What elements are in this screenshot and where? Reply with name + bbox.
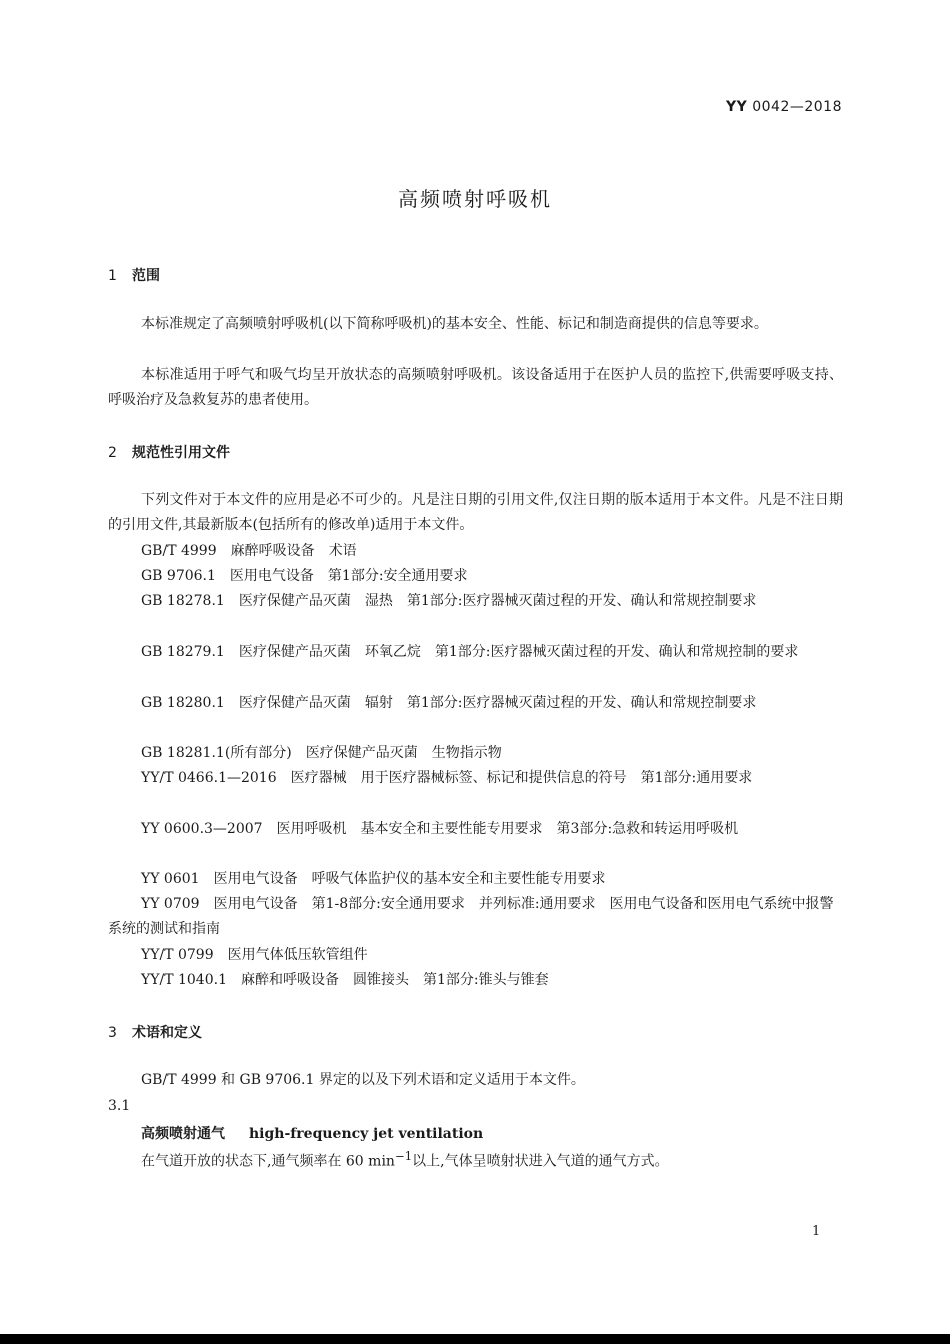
scope-paragraph-1: 本标准规定了高频喷射呼吸机(以下简称呼吸机)的基本安全、性能、标记和制造商提供的信息等要求。 <box>141 316 768 332</box>
page-number: 1 <box>812 1224 821 1239</box>
reference-item: GB 18278.1 医疗保健产品灭菌 湿热 第1部分:医疗器械灭菌过程的开发、确认和常规控制要求 <box>141 593 757 609</box>
scope-paragraph-2: 本标准适用于呼气和吸气均呈开放状态的高频喷射呼吸机。该设备适用于在医护人员的监控下,供需要呼吸支持、呼吸治疗及急救复苏的患者使用。 <box>108 367 843 409</box>
section-heading-3: 3 术语和定义 <box>108 1025 202 1041</box>
reference-item: YY 0601 医用电气设备 呼吸气体监护仪的基本安全和主要性能专用要求 <box>141 871 606 887</box>
document-title: 高频喷射呼吸机 <box>398 187 552 211</box>
term-definition: 在气道开放的状态下,通气频率在 60 $\min^{-1}$以上,气体呈喷射状进入气道的通气方式。 <box>141 1149 669 1170</box>
reference-item: GB 18280.1 医疗保健产品灭菌 辐射 第1部分:医疗器械灭菌过程的开发、确认和常规控制要求 <box>141 695 757 711</box>
reference-item: YY/T 0799 医用气体低压软管组件 <box>141 947 368 963</box>
reference-item: GB 9706.1 医用电气设备 第1部分:安全通用要求 <box>141 568 468 584</box>
reference-item: GB 18281.1(所有部分) 医疗保健产品灭菌 生物指示物 <box>141 745 502 761</box>
reference-item: GB/T 4999 麻醉呼吸设备 术语 <box>141 543 357 559</box>
term-english: high-frequency jet ventilation <box>249 1126 484 1142</box>
reference-item: YY 0709 医用电气设备 第1-8部分:安全通用要求 并列标准:通用要求 医用电气设备和医用电气系统中报警系统的测试和指南 <box>108 896 834 938</box>
term-heading <box>141 1123 483 1143</box>
reference-item: YY 0600.3—2007 医用呼吸机 基本安全和主要性能专用要求 第3部分:急救和转运用呼吸机 <box>141 821 739 837</box>
section-heading-1: 1 范围 <box>108 268 160 284</box>
term-chinese: 高频喷射通气 <box>141 1126 225 1142</box>
references-intro: 下列文件对于本文件的应用是必不可少的。凡是注日期的引用文件,仅注日期的版本适用于本文件。凡是不注日期的引用文件,其最新版本(包括所有的修改单)适用于本文件。 <box>108 492 843 534</box>
standard-prefix: YY <box>726 99 748 115</box>
reference-item: YY/T 1040.1 麻醉和呼吸设备 圆锥接头 第1部分:锥头与锥套 <box>141 972 549 988</box>
terms-intro: GB/T 4999 和 GB 9706.1 界定的以及下列术语和定义适用于本文件。 <box>141 1072 585 1088</box>
standard-number: 0042—2018 <box>752 99 842 115</box>
clause-number: 3.1 <box>108 1098 131 1114</box>
reference-item: YY/T 0466.1—2016 医疗器械 用于医疗器械标签、标记和提供信息的符号 第1部分:通用要求 <box>141 770 753 786</box>
section-heading-2: 2 规范性引用文件 <box>108 445 230 461</box>
reference-item: GB 18279.1 医疗保健产品灭菌 环氧乙烷 第1部分:医疗器械灭菌过程的开发、确认和常规控制的要求 <box>141 644 799 660</box>
bottom-edge-bar <box>0 1334 950 1344</box>
standard-code <box>600 99 842 115</box>
